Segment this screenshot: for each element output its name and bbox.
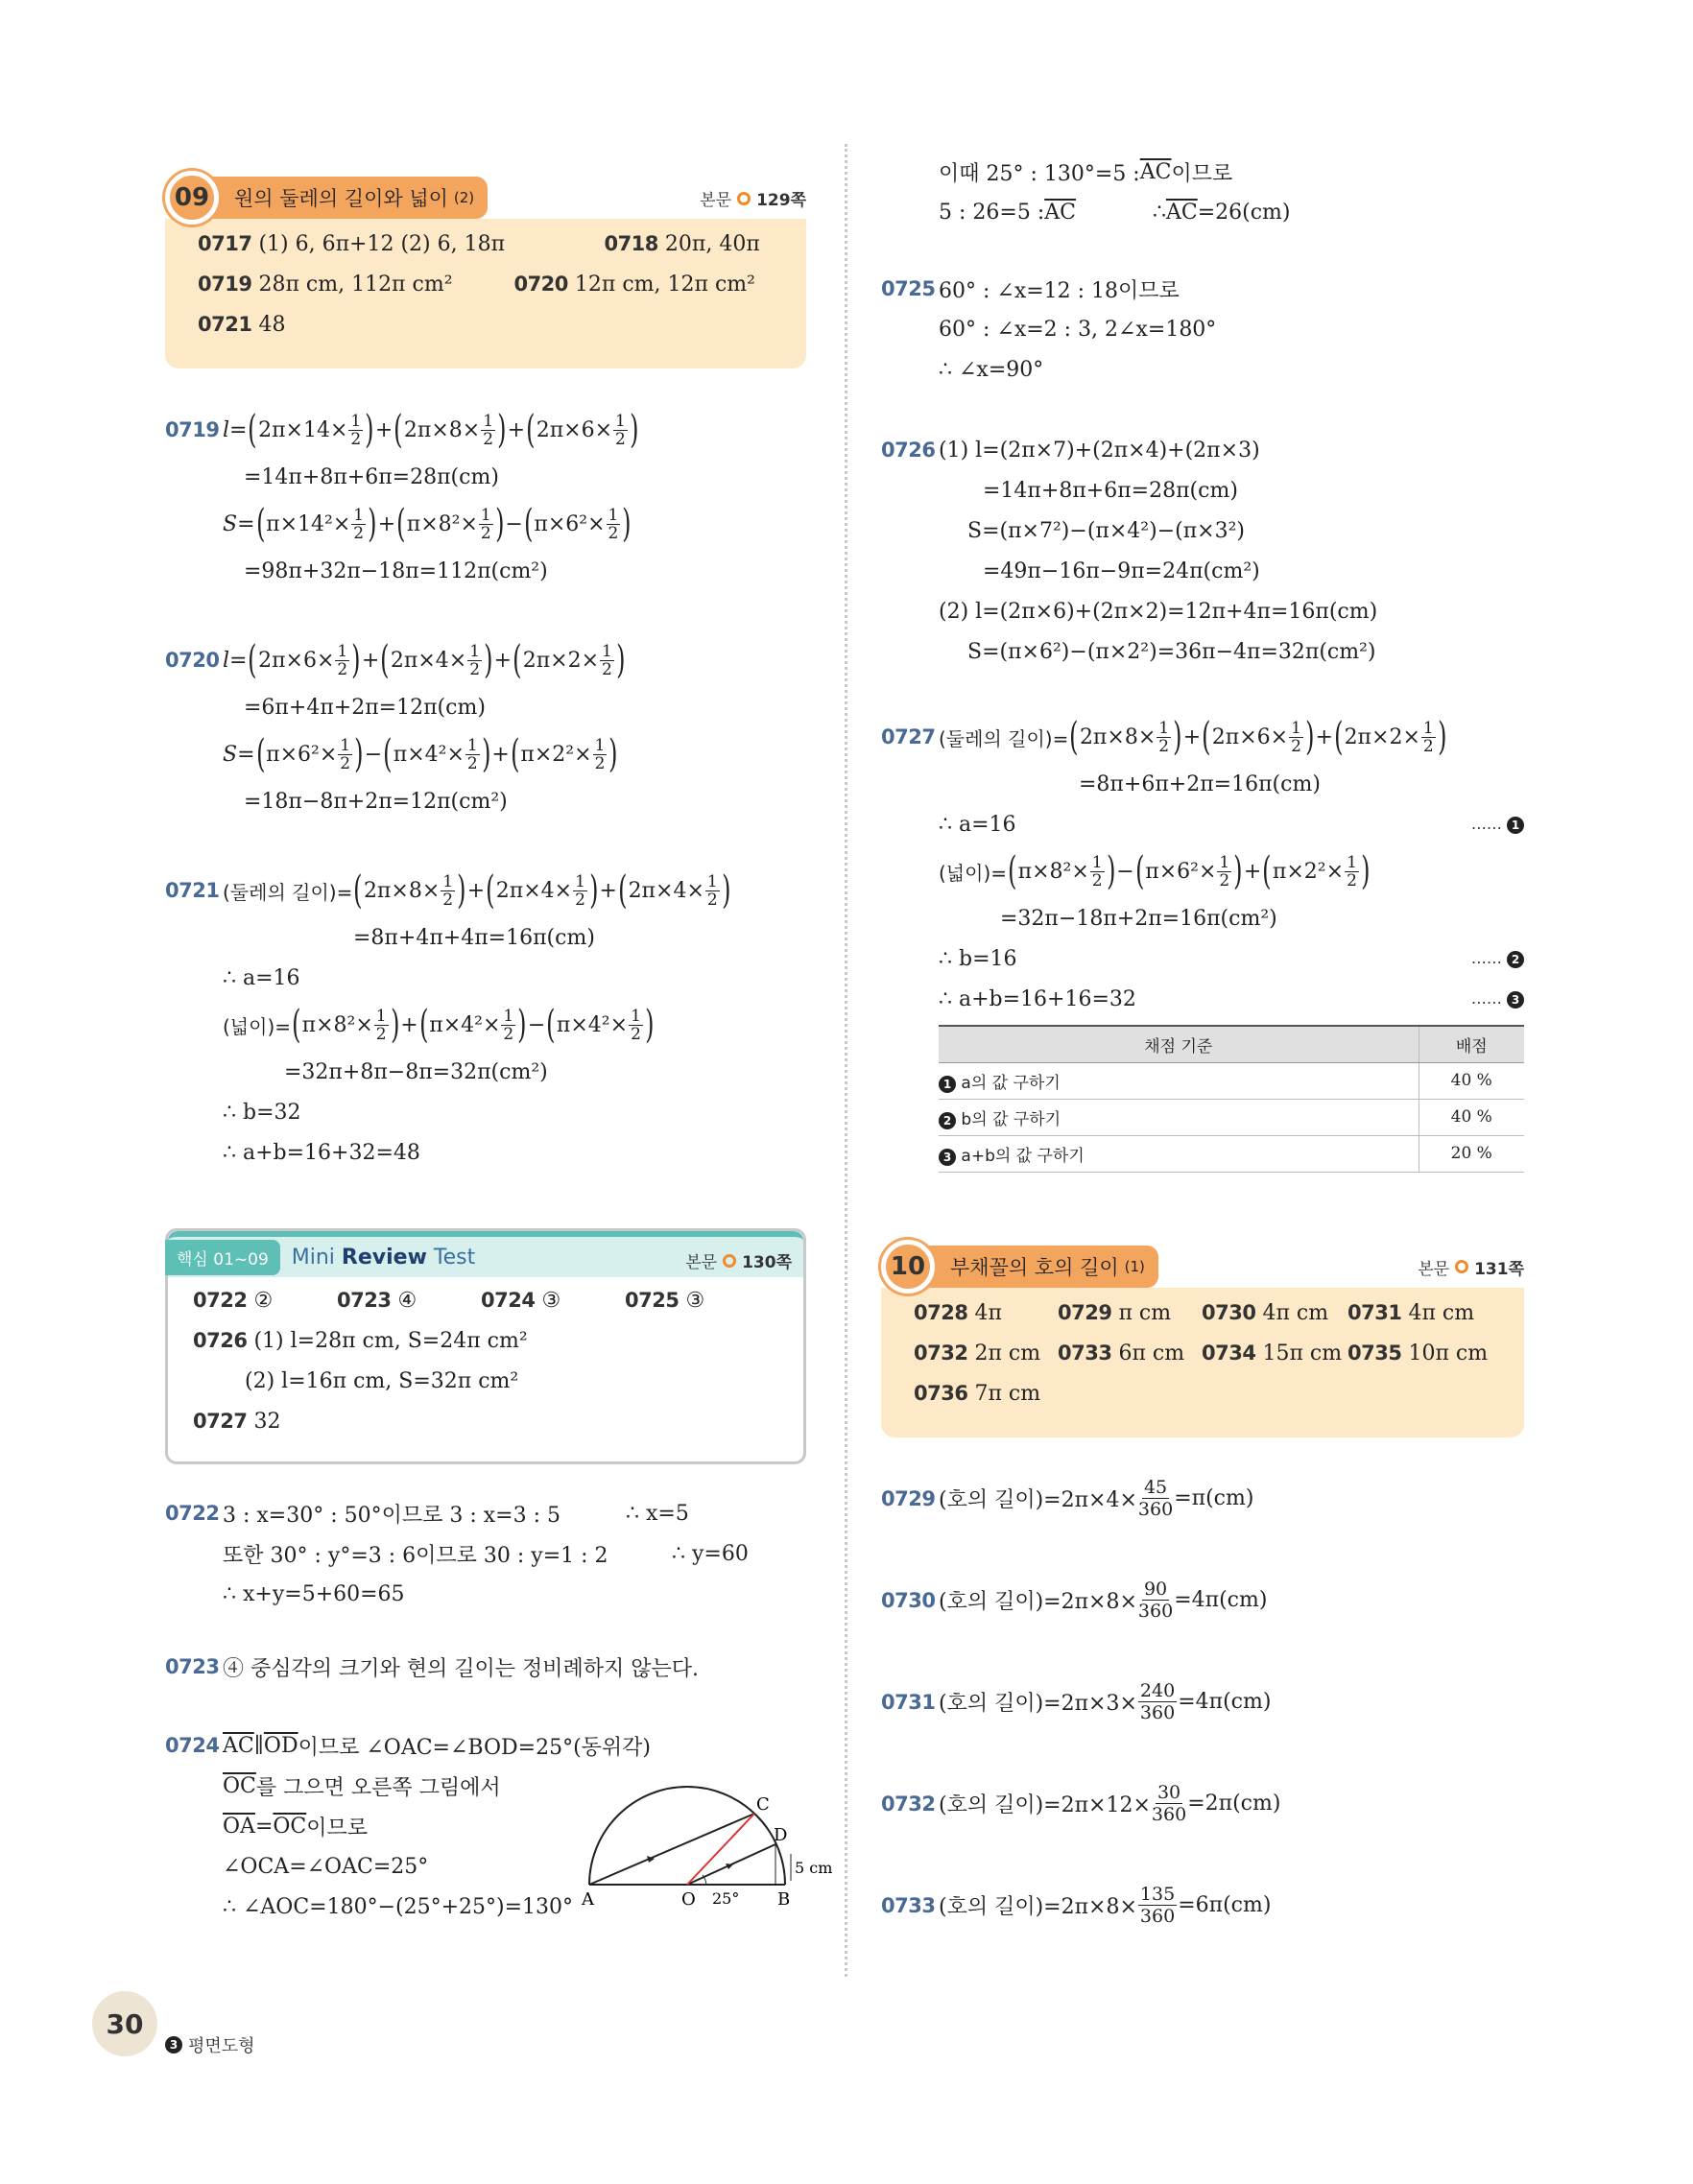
solution-0719: 0719 l= ( 2π×14× $\frac{1}{2}$ ) + ( 2π×8× $\frac{1}{2}$ ) + ( 2π×6× $\frac{1}{2}$ ) =14π+8π+6π=28π(cm) S= ( π×14²× $\frac{1}{2}$ ) + ( π×8²× $\frac{1}{2}$ ) − ( π×6²× $\frac{1}{2}$ ) =98π+32π−18π=112π(cm²) — [165, 408, 639, 583]
answer-box: 0717 (1) 6, 6π+12 (2) 6, 18π 0718 20π, 40π 0719 28π cm, 112π cm² 0720 12π cm, 12π cm² 0721 48 — [165, 219, 806, 368]
solution-0721: 0721 (둘레의 길이)= ( 2π×8× $\frac{1}{2}$ ) + ( 2π×4× $\frac{1}{2}$ ) + ( 2π×4× $\frac{1}{2}$ ) =8π+4π+4π=16π(cm) ∴ a=16 (넓이)= ( π×8²× $\frac{1}{2}$ ) + ( π×4²× $\frac{1}{2}$ ) − ( π×4²× $\frac{1}{2}$ ) =32π+8π−8π=32π(cm²) ∴ b=32 ∴ a+b=16+32=48 — [165, 868, 731, 1165]
length-label: 5 cm — [795, 1859, 833, 1877]
section-badge: 09 — [165, 171, 219, 225]
mini-review-header: 핵심 01~09 Mini Review Test 본문 130쪽 — [168, 1231, 803, 1277]
ring-icon — [737, 192, 751, 205]
solution-0727: 0727 (둘레의 길이)= ( 2π×8× $\frac{1}{2}$ ) + ( 2π×6× $\frac{1}{2}$ ) + ( 2π×2× $\frac{1}{2}$ ) =8π+6π+2π=16π(cm) ∴ a=16 …… 1 (넓이)= ( π×8²× $\frac{1}{2}$ ) − ( π×6²× $\frac{1}{2}$ ) + ( π×2²× $\frac{1}{2}$ ) =32π−18π+2π=16π(cm²) ∴ b=16 …… 2 ∴ a+b=16+16=32 …… 3 채점 기준 배점 1 a의 값 구하기 40 % 2 b의 값 구하기 40 % 3 a+b의 값 구하기 20 % — [881, 710, 1524, 1173]
step-1-icon: 1 — [1507, 817, 1524, 834]
section-title: 원의 둘레의 길이와 넓이 (2) — [192, 177, 488, 219]
scoring-table: 채점 기준 배점 1 a의 값 구하기 40 % 2 b의 값 구하기 40 % 3 a+b의 값 구하기 20 % — [939, 1025, 1524, 1173]
semicircle-figure — [578, 1777, 833, 1911]
solution-0723: 0723 ④ 중심각의 크기와 현의 길이는 정비례하지 않는다. — [165, 1655, 699, 1681]
solution-0726: 0726 (1) l=(2π×7)+(2π×4)+(2π×3) =14π+8π+6π=28π(cm) S=(π×7²)−(π×4²)−(π×3²) =49π−16π−9π=24π(cm²) (2) l=(2π×6)+(2π×2)=12π+4π=16π(cm) S=(π×6²)−(π×2²)=36π−4π=32π(cm²) — [881, 438, 1378, 664]
page-footer — [92, 1990, 255, 2057]
solution-0724: 0724 $\overline{AC}$ ∥ $\overline{OD}$ 이므로 ∠OAC=∠BOD=25°(동위각) $\overline{OC}$ 를 그으면 오른쪽 그림에서 $\overline{OA}$ = $\overline{OC}$ 이므로 ∠OCA=∠OAC=25° ∴ ∠AOC=180°−(25°+25°)=130° A O B C D 25° 5 cm — [165, 1733, 833, 1919]
label-D: D — [774, 1825, 788, 1845]
arc-solutions: 0729 (호의 길이)=2π×4× $\frac{45}{360}$ =π(cm) 0730 (호의 길이)=2π×8× $\frac{90}{360}$ =4π(cm) 0731 (호의 길이)=2π×3× $\frac{240}{360}$ =4π(cm) 0732 (호의 길이)=2π×12× $\frac{30}{360}$ =2π(cm) 0733 (호의 길이)=2π×8× $\frac{135}{360}$ =6π(cm) — [881, 1477, 1281, 1927]
label-C: C — [756, 1794, 770, 1815]
section-09-header — [165, 171, 806, 221]
section-10-header: 10 부채꼴의 호의 길이 (1) 본문 131쪽 — [881, 1240, 1524, 1290]
step-3-icon: 3 — [1507, 991, 1524, 1009]
label-A: A — [582, 1889, 594, 1910]
answer-box: 0728 4π 0729 π cm 0730 4π cm 0731 4π cm 0732 2π cm 0733 6π cm 0734 15π cm 0735 10π cm 0736 7π cm — [881, 1288, 1524, 1437]
table-row: 3 a+b의 값 구하기 20 % — [939, 1135, 1524, 1172]
ring-icon — [1455, 1260, 1468, 1273]
chapter-title: 평면도형 — [188, 2036, 255, 2056]
chapter-number-icon: 3 — [165, 2036, 182, 2053]
page-number: 30 — [92, 1991, 157, 2056]
table-row: 1 a의 값 구하기 40 % — [939, 1062, 1524, 1099]
solution-0725: 0725 60° : ∠x=12 : 18이므로 60° : ∠x=2 : 3, 2∠x=180° ∴ ∠x=90° — [881, 277, 1217, 382]
solution-0724-cont: 이때 25° : 130°=5 : $\overline{AC}$ 이므로 5 : 26=5 : $\overline{AC}$ ∴ $\overline{AC}$ =26(cm) — [939, 159, 1291, 225]
solution-0720: 0720 l= ( 2π×6× $\frac{1}{2}$ ) + ( 2π×4× $\frac{1}{2}$ ) + ( 2π×2× $\frac{1}{2}$ ) =6π+4π+2π=12π(cm) S= ( π×6²× $\frac{1}{2}$ ) − ( π×4²× $\frac{1}{2}$ ) + ( π×2²× $\frac{1}{2}$ ) =18π−8π+2π=12π(cm²) — [165, 638, 626, 814]
right-column — [881, 152, 1524, 1933]
step-2-icon: 2 — [1507, 951, 1524, 968]
left-column — [165, 171, 833, 1927]
column-divider — [845, 144, 847, 1977]
page-reference: 본문 129쪽 — [700, 191, 806, 210]
page-reference: 본문 130쪽 — [685, 1253, 792, 1272]
label-B: B — [777, 1889, 791, 1910]
table-row: 2 b의 값 구하기 40 % — [939, 1099, 1524, 1135]
angle-label: 25° — [712, 1889, 740, 1908]
label-O: O — [681, 1889, 696, 1910]
mini-review-box: 핵심 01~09 Mini Review Test 본문 130쪽 0722 ② 0723 ④ 0724 ③ 0725 ③ 0726 (1) l=28π cm, S=24π cm² (2) l=16π cm, S=32π cm² 0727 32 — [165, 1228, 806, 1464]
solution-0722: 0722 3 : x=30° : 50°이므로 3 : x=3 : 5 ∴ x=5 또한 30° : y°=3 : 6이므로 30 : y=1 : 2 ∴ y=60 ∴ x+y=5+60=65 — [165, 1501, 749, 1606]
ring-icon — [723, 1254, 736, 1268]
